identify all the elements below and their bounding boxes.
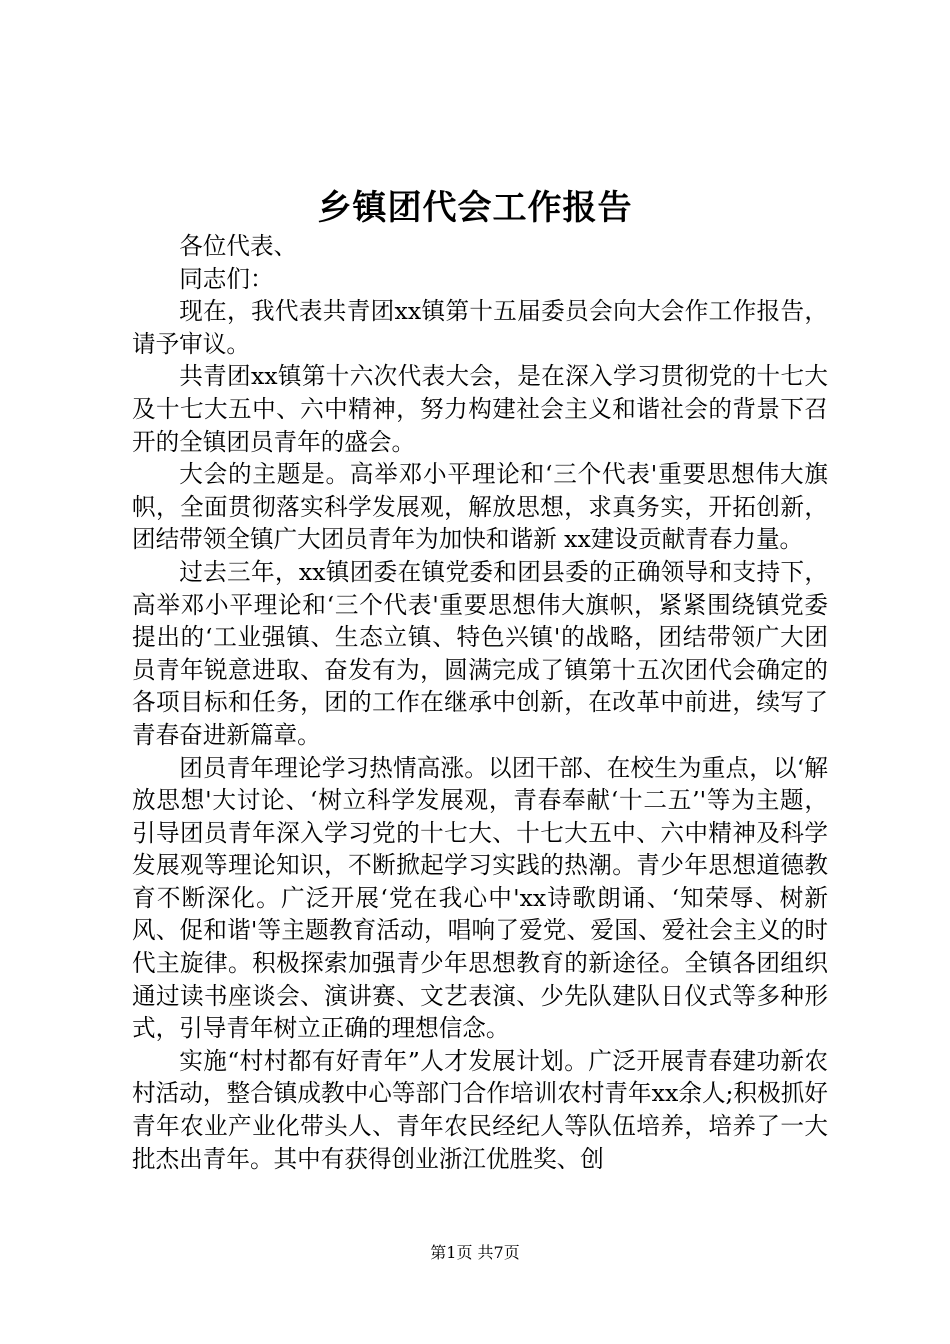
document-title: 乡镇团代会工作报告 [317,188,633,228]
paragraph-salutation-1: 各位代表、 [179,232,298,260]
paragraph: 实施“村村都有好青年”人才发展计划。广泛开展青春建功新农村活动，整合镇成教中心等部门合作培训农村青年xx余人;积极抓好青年农业产业化带头人、青年农民经纪人等队伍培养，培养了一大批杰出青年。其中有获得创业浙江优胜奖、创 [132,1046,828,1173]
paragraph: 过去三年，xx镇团委在镇党委和团县委的正确领导和支持下，高举邓小平理论和‘三个代表'重要思想伟大旗帜，紧紧围绕镇党委提出的‘工业强镇、生态立镇、特色兴镇'的战略，团结带领广大团员青年锐意进取、奋发有为，圆满完成了镇第十五次团代会确定的各项目标和任务，团的工作在继承中创新，在改革中前进，续写了青春奋进新篇章。 [132,557,828,749]
page-footer: 第1页 共7页 [430,1243,520,1262]
paragraph: 大会的主题是。高举邓小平理论和‘三个代表'重要思想伟大旗帜，全面贯彻落实科学发展观，解放思想，求真务实，开拓创新，团结带领全镇广大团员青年为加快和谐新 xx建设贡献青春力量。 [132,460,828,554]
paragraph: 现在，我代表共青团xx镇第十五届委员会向大会作工作报告，请予审议。 [132,297,828,358]
paragraph: 团员青年理论学习热情高涨。以团干部、在校生为重点，以‘解放思想'大讨论、‘树立科学发展观，青春奉献‘十二五’'等为主题，引导团员青年深入学习党的十七大、十七大五中、六中精神及科学发展观等理论知识，不断掀起学习实践的热潮。青少年思想道德教育不断深化。广泛开展‘党在我心中'xx诗歌朗诵、‘知荣辱、树新风、促和谐'等主题教育活动，唱响了爱党、爱国、爱社会主义的时代主旋律。积极探索加强青少年思想教育的新途径。全镇各团组织通过读书座谈会、演讲赛、文艺表演、少先队建队日仪式等多种形式，引导青年树立正确的理想信念。 [132,753,828,1043]
paragraph: 共青团xx镇第十六次代表大会，是在深入学习贯彻党的十七大及十七大五中、六中精神，努力构建社会主义和谐社会的背景下召开的全镇团员青年的盛会。 [132,362,828,456]
paragraph-salutation-2: 同志们： [179,264,274,293]
document-body [132,230,828,1175]
